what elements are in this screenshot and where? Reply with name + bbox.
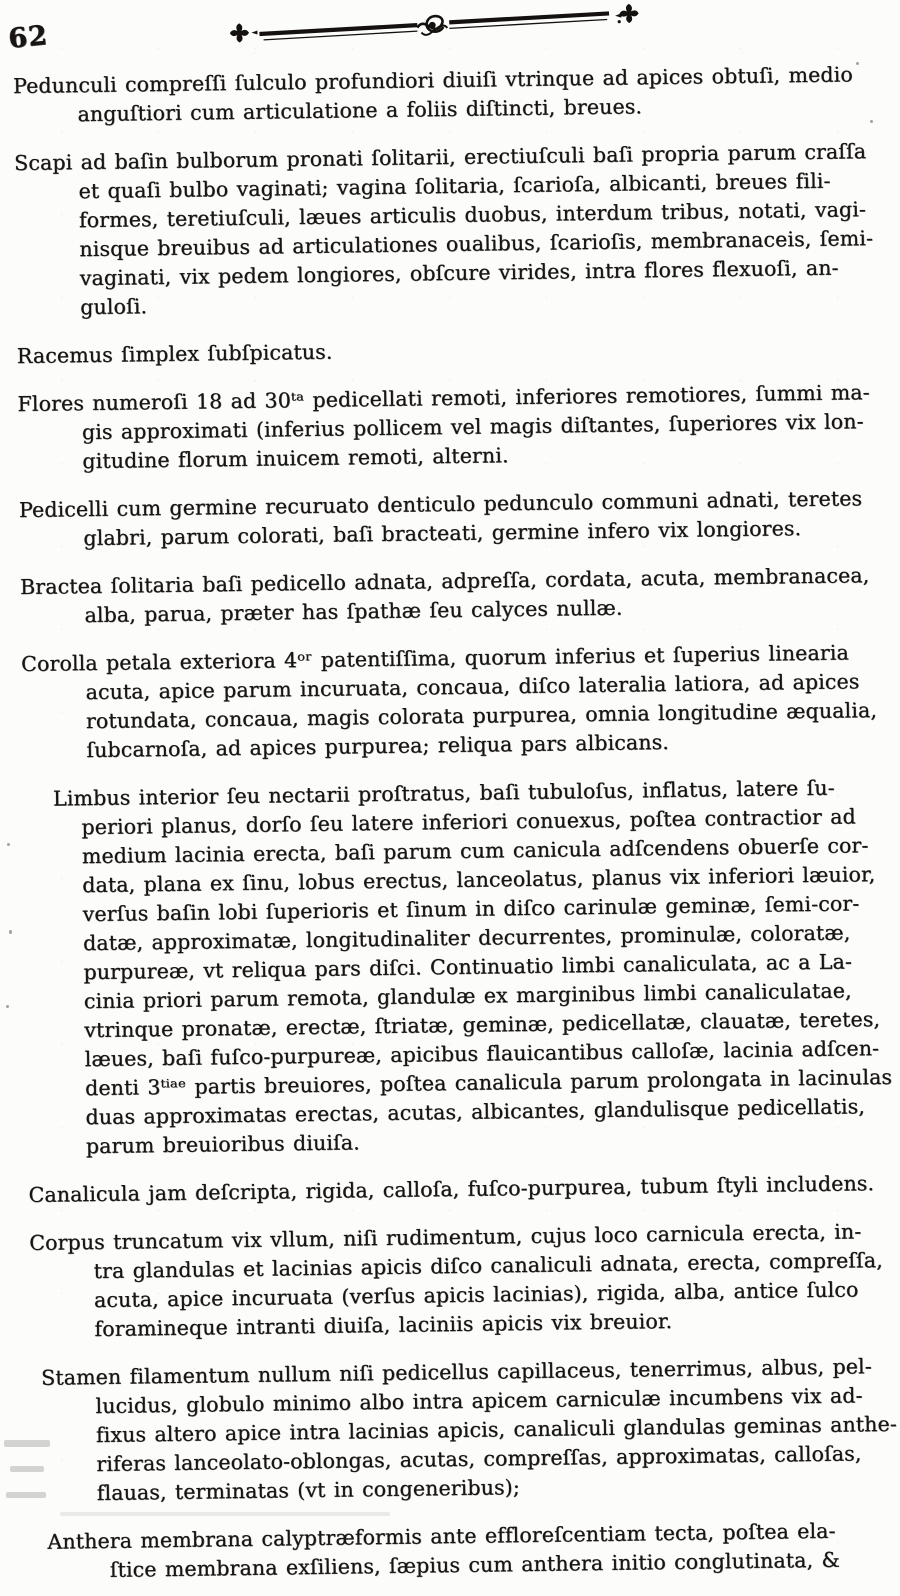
text-line: glabri, parum colorati, baſi bracteati, germine infero vix longiores. [83, 516, 802, 551]
printers-rule-ornament-icon [225, 3, 656, 55]
text-line: Anthera membrana calyptræformis ante effloreſcentiam tecta, poſtea ela- [47, 1518, 836, 1554]
text-line: læues, baſi fuſco-purpureæ, apicibus flauicantibus calloſæ, lacinia adſcen- [84, 1036, 880, 1072]
scan-speck [7, 843, 10, 846]
text-line: fixus altero apice intra lacinias apicis, canaliculi glandulas geminas anthe- [95, 1411, 898, 1448]
scan-speck [9, 930, 12, 934]
paragraph [14, 137, 880, 323]
text-line: formes, teretiuſculi, læues articulis duobus, interdum tribus, notati, vagi- [78, 197, 867, 233]
text-line: vaginati, vix pedem longiores, obſcure virides, intra flores flexuoſi, an- [79, 255, 839, 291]
scan-speck [870, 120, 873, 123]
paragraph [29, 1217, 895, 1345]
text-line: Scapi ad baſin bulborum pronati ſolitarii, erectiuſculi baſi propria parum craſſa [14, 139, 867, 176]
scan-speck [6, 1005, 9, 1008]
text-line: Stamen filamentum nullum niſi pedicellus capillaceus, tenerrimus, albus, pel- [41, 1354, 873, 1390]
paragraph [23, 773, 892, 1162]
text-line: Flores numeroſi 18 ad 30ᵗᵃ pedicellati remoti, inferiores remotiores, ſummi ma- [17, 380, 870, 417]
text-line: anguſtiori cum articulatione a foliis diſtincti, breues. [77, 94, 643, 127]
text-line: Pedicelli cum germine recuruato denticulo pedunculo communi adnati, teretes [18, 486, 863, 522]
text-line: Bractea ſolitaria baſi pedicello adnata, adpreſſa, cordata, acuta, membranacea, [19, 563, 870, 599]
paragraph [20, 561, 885, 631]
text-line: foramineque intranti diuiſa, laciniis apicis vix breuior. [94, 1308, 673, 1342]
text-line: Corpus truncatum vix vllum, niſi rudimentum, cujus loco carnicula erecta, in- [29, 1219, 862, 1255]
text-line: medium lacinia erecta, baſi parum cum canicula adſcendens obuerſe cor- [81, 833, 869, 869]
text-line: acuta, apice incuruata (verſus apicis lacinias), rigida, alba, antice ſulco [93, 1277, 859, 1313]
text-line: gitudine florum inuicem remoti, alterni. [82, 443, 509, 474]
paragraph [21, 638, 887, 766]
text-line: flauas, terminatas (vt in congeneribus); [96, 1475, 521, 1506]
scan-smear [10, 1466, 44, 1472]
text-line: tra glandulas et lacinias apicis diſco canaliculi adnata, erecta, compreſſa, [93, 1248, 883, 1284]
text-line: Corolla petala exteriora 4ᵒʳ patentiſſima, quorum inferius et ſuperius linearia [21, 640, 850, 676]
page-number: 62 [6, 19, 50, 55]
text-line: et quaſi bulbo vaginati; vagina ſolitaria, ſcarioſa, albicanti, breues fili- [78, 168, 831, 204]
paragraph [17, 378, 882, 477]
paragraph [17, 330, 881, 371]
text-line: Canalicula jam deſcripta, rigida, calloſa, fuſco-purpurea, tubum ſtyli includens. [28, 1171, 875, 1207]
text-line: rotundata, concaua, magis colorata purpurea, omnia longitudine æqualia, [85, 698, 878, 734]
scan-smear [60, 1512, 390, 1516]
text-line: ſubcarnoſa, ad apices purpurea; reliqua pars albicans. [86, 729, 670, 763]
text-line: datæ, approximatæ, longitudinaliter decurrentes, prominulæ, coloratæ, [82, 920, 851, 956]
paragraph [28, 1169, 892, 1210]
text-line: cinia priori parum remota, glandulæ ex marginibus limbi canaliculatae, [83, 978, 852, 1014]
body-text [13, 60, 898, 1586]
paragraph [13, 60, 878, 130]
text-line: purpureæ, vt reliqua pars diſci. Continuatio limbi canaliculata, ac a La- [83, 949, 853, 985]
paragraph [33, 1516, 898, 1586]
text-line: denti 3ᵗⁱᵃᵉ partis breuiores, poſtea canalicula parum prolongata in lacinulas [84, 1064, 893, 1101]
text-line: Limbus interior ſeu nectarii proſtratus, baſi tubuloſus, inflatus, latere ſu- [52, 775, 835, 811]
paragraph [19, 484, 884, 554]
text-line: gis approximati (inferius pollicem vel magis diſtantes, ſuperiores vix lon- [81, 409, 864, 445]
text-line: periori planus, dorſo ſeu latere inferiori conuexus, poſtea contractior ad [81, 804, 856, 840]
text-line: guloſi. [80, 294, 148, 320]
scan-smear [6, 1492, 46, 1498]
text-line: data, plana ex ſinu, lobus erectus, lanceolatus, planus vix inferiori læuior, [82, 862, 876, 898]
text-line: verſus baſin lobi ſuperioris et ſinum in diſco carinulæ geminæ, ſemi-cor- [82, 891, 860, 927]
scan-speck [856, 62, 859, 65]
text-line: lucidus, globulo minimo albo intra apicem carniculæ incumbens vix ad- [95, 1383, 863, 1419]
text-line: duas approximatas erectas, acutas, albicantes, glandulisque pedicellatis, [85, 1094, 866, 1130]
text-line: acuta, apice parum incuruata, concaua, diſco lateralia latiora, ad apices [85, 669, 860, 705]
paragraph [31, 1352, 897, 1509]
text-line: Pedunculi compreſſi ſulculo profundiori diuiſi vtrinque ad apices obtuſi, medio [12, 62, 854, 99]
scan-smear [4, 1440, 50, 1447]
text-line: nisque breuibus ad articulationes oualibus, ſcarioſis, membranaceis, ſemi- [79, 226, 874, 262]
text-line: alba, parua, præter has ſpathæ ſeu calyces nullæ. [84, 595, 623, 628]
text-line: ſtice membrana exſiliens, ſæpius cum anthera initio conglutinata, & [109, 1547, 841, 1582]
text-line: vtrinque pronatæ, erectæ, ſtriatæ, geminæ, pedicellatæ, clauatæ, teretes, [84, 1007, 881, 1043]
text-line: riferas lanceolato-oblongas, acutas, compreſſas, approximatas, calloſas, [96, 1441, 862, 1477]
text-line: parum breuioribus diuiſa. [85, 1130, 360, 1159]
text-line: Racemus ſimplex ſubſpicatus. [16, 339, 333, 369]
